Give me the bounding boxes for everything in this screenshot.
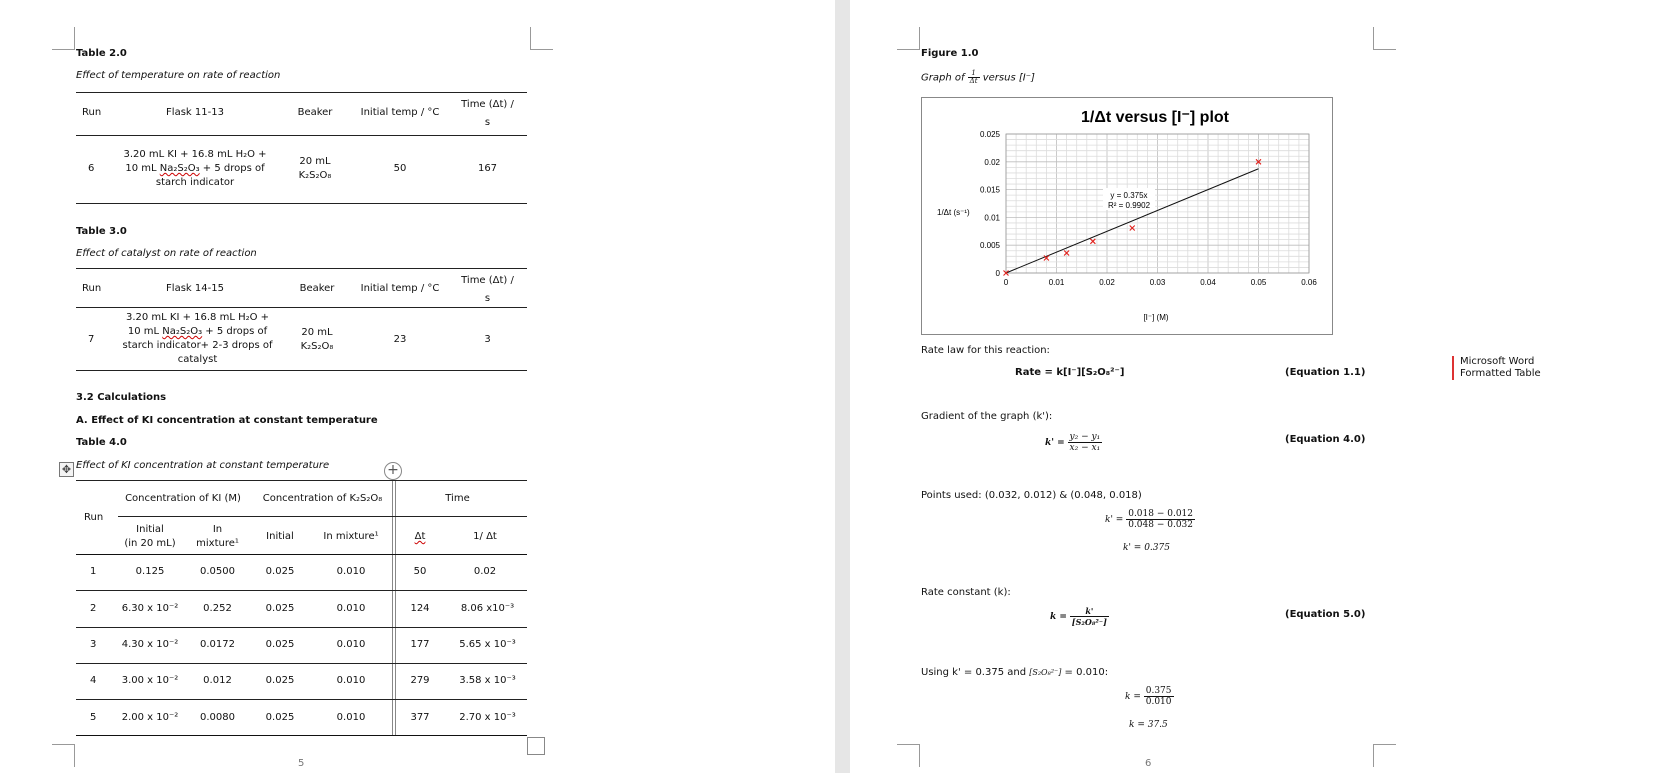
table-cell: 0.0172 (200, 639, 235, 650)
y-tick-label: 0.02 (984, 157, 1000, 167)
table-2-flask-line: 10 mL Na₂S₂O₃ + 5 drops of (125, 163, 265, 174)
table-3-flask-line: starch indicator+ 2-3 drops of (122, 340, 273, 351)
table-3-header-time-unit: s (484, 293, 491, 304)
table-cell: 3 (90, 639, 97, 650)
table-cell: 279 (410, 675, 430, 686)
table-cell: 4.30 x 10⁻² (121, 639, 179, 650)
table-cell: 0.025 (265, 603, 295, 614)
table-2-header-beaker: Beaker (297, 107, 333, 118)
table-cell: 2.70 x 10⁻³ (459, 712, 516, 723)
y-axis-label: 1/Δt (s⁻¹) (937, 208, 970, 217)
add-column-icon[interactable]: + (384, 462, 402, 480)
table-cell: 4 (90, 675, 97, 686)
table-3-header-temp: Initial temp / °C (360, 283, 440, 294)
equation-number: (Equation 4.0) (1285, 434, 1366, 445)
table-cell: 3.58 x 10⁻³ (459, 675, 516, 686)
trendline-equation: y = 0.375x (1110, 191, 1148, 200)
table-3-header-time: Time (Δt) / (461, 275, 514, 286)
table-4-subheader: In (212, 524, 223, 535)
table-cell: 0.0080 (200, 712, 235, 723)
x-tick-label: 0.01 (1048, 278, 1065, 287)
table-cell: 0.02 (473, 566, 497, 577)
table-cell: 377 (410, 712, 430, 723)
table-cell: 177 (410, 639, 430, 650)
table-4-subheader: Initial (266, 531, 294, 542)
table-move-handle-icon[interactable]: ✥ (59, 462, 74, 477)
table-rule (76, 554, 527, 555)
equation-number: (Equation 1.1) (1285, 367, 1366, 378)
table-3-beaker: K₂S₂O₈ (300, 341, 334, 352)
y-tick-label: 0 (995, 269, 1000, 278)
table-rule (76, 307, 527, 308)
gradient-calculation: k' = $\frac{0.018 - 0.012}{0.048 - 0.032}$ (1105, 509, 1194, 530)
table-cell: 5 (90, 712, 97, 723)
table-2-header-run: Run (82, 107, 102, 118)
comment-line: Microsoft Word (1460, 356, 1535, 367)
trendline-r2: R² = 0.9902 (1107, 201, 1151, 210)
table-rule (76, 627, 527, 628)
table-cell: 0.025 (265, 675, 295, 686)
table-4-subheader: mixture¹ (196, 538, 239, 549)
table-2-flask-line: starch indicator (155, 177, 235, 188)
table-2-beaker: 20 mL (299, 156, 331, 167)
table-cell: 0.252 (203, 603, 232, 614)
table-3-flask-line: 10 mL Na₂S₂O₃ + 5 drops of (127, 326, 268, 337)
table-4-subheader: 1/ Δt (473, 531, 497, 542)
table-4-subheader: Δt (414, 531, 426, 542)
table-4-header-ki: Concentration of KI (M) (125, 493, 241, 504)
y-tick-label: 0.005 (979, 241, 1000, 251)
table-rule (76, 663, 527, 664)
table-rule (76, 203, 527, 204)
table-3-temp: 23 (393, 334, 407, 345)
x-axis-label: [I⁻] (M) (1143, 313, 1169, 322)
table-cell: 124 (410, 603, 430, 614)
y-tick-label: 0.015 (979, 185, 1000, 195)
rate-law-equation: Rate = k[I⁻][S₂O₈²⁻] (1015, 367, 1125, 378)
x-tick-label: 0.04 (1200, 278, 1216, 287)
x-tick-label: 0.02 (1099, 278, 1115, 287)
table-cell: 0.010 (336, 675, 366, 686)
rate-law-label: Rate law for this reaction: (921, 345, 1050, 356)
table-resize-handle[interactable] (527, 737, 545, 755)
table-2-header-time-unit: s (484, 117, 491, 128)
table-4-subtitle: Effect of KI concentration at constant temperature (76, 460, 330, 471)
section-heading: 3.2 Calculations (76, 392, 167, 403)
formatting-comment[interactable] (1452, 356, 1541, 380)
table-cell: 0.025 (265, 639, 295, 650)
figure-caption: Figure 1.0 (921, 48, 979, 59)
y-tick-label: 0.01 (984, 213, 1000, 223)
table-cell: 0.010 (336, 603, 366, 614)
gradient-result: k' = 0.375 (1123, 543, 1170, 553)
final-calculation: k = $\frac{0.375}{0.010}$ (1125, 686, 1172, 707)
table-2-flask-line: 3.20 mL KI + 16.8 mL H₂O + (123, 149, 267, 160)
table-3-header-run: Run (82, 283, 102, 294)
table-cell: 0.010 (336, 566, 366, 577)
table-rule (76, 480, 527, 481)
subsection-heading: A. Effect of KI concentration at constant temperature (76, 415, 378, 426)
table-2-beaker: K₂S₂O₈ (298, 170, 332, 181)
table-cell: 2 (90, 603, 97, 614)
column-divider (392, 480, 393, 735)
chart-figure (921, 97, 1333, 335)
table-3-time: 3 (484, 334, 491, 345)
table-2-header-flask: Flask 11-13 (166, 107, 224, 118)
table-2-subtitle: Effect of temperature on rate of reaction (76, 70, 281, 81)
table-cell: 0.010 (336, 639, 366, 650)
table-cell: 2.00 x 10⁻² (121, 712, 179, 723)
table-cell: 50 (413, 566, 427, 577)
table-rule (76, 735, 527, 736)
table-cell: 0.025 (265, 566, 295, 577)
document-page-5 (0, 0, 600, 773)
x-tick-label: 0 (1003, 278, 1009, 287)
table-3-flask-line: catalyst (177, 354, 218, 365)
table-2-header-time: Time (Δt) / (461, 99, 514, 110)
table-rule (76, 370, 527, 371)
table-2-caption: Table 2.0 (76, 48, 127, 59)
x-tick-label: 0.05 (1250, 278, 1267, 287)
table-4-header-run: Run (84, 512, 104, 523)
gradient-formula: k' = $\frac{\text{y₂ − y₁}}{\text{x₂ − x₁}}$ (1045, 432, 1101, 453)
corner-mark (52, 27, 75, 50)
corner-mark (897, 27, 920, 50)
using-values: Using k' = 0.375 and [S₂O₈²⁻] = 0.010: (921, 667, 1109, 678)
table-2-temp: 50 (393, 163, 407, 174)
table-3-subtitle: Effect of catalyst on rate of reaction (76, 248, 257, 259)
table-3-header-flask: Flask 14-15 (166, 283, 224, 294)
table-rule (76, 268, 527, 269)
table-4-subheader: (in 20 mL) (124, 538, 176, 549)
table-cell: 6.30 x 10⁻² (121, 603, 179, 614)
rate-constant-label: Rate constant (k): (921, 587, 1011, 598)
table-cell: 0.0500 (200, 566, 235, 577)
table-3-header-beaker: Beaker (299, 283, 335, 294)
corner-mark (530, 27, 553, 50)
table-cell: 8.06 x10⁻³ (460, 603, 515, 614)
points-used: Points used: (0.032, 0.012) & (0.048, 0.018) (921, 490, 1142, 501)
table-3-caption: Table 3.0 (76, 226, 127, 237)
column-divider (395, 480, 396, 735)
final-result: k = 37.5 (1129, 720, 1168, 730)
table-rule (76, 92, 527, 93)
x-tick-label: 0.06 (1301, 278, 1317, 287)
table-4-header-time: Time (445, 493, 470, 504)
table-3-beaker: 20 mL (301, 327, 333, 338)
table-cell: 3.00 x 10⁻² (121, 675, 179, 686)
table-rule (76, 699, 527, 700)
table-3-flask-line: 3.20 mL KI + 16.8 mL H₂O + (125, 312, 270, 323)
gradient-label: Gradient of the graph (k'): (921, 411, 1053, 422)
corner-mark (52, 744, 75, 767)
table-cell: 0.125 (135, 566, 165, 577)
document-page-6 (850, 0, 1445, 773)
table-cell: 1 (90, 566, 97, 577)
corner-mark (897, 744, 920, 767)
table-2-time: 167 (477, 163, 498, 174)
corner-mark (1373, 744, 1396, 767)
rate-constant-formula: k = $\frac{k'}{\text{[S₂O₈²⁻]}}$ (1050, 606, 1107, 627)
y-tick-label: 0.025 (979, 130, 1000, 139)
x-tick-label: 0.03 (1149, 278, 1166, 287)
table-4-subheader: Initial (136, 524, 164, 535)
table-cell: 0.010 (336, 712, 366, 723)
table-cell: 0.025 (265, 712, 295, 723)
table-4-subheader: In mixture¹ (323, 531, 379, 542)
comment-line: Formatted Table (1460, 368, 1541, 379)
table-cell: 5.65 x 10⁻³ (459, 639, 516, 650)
table-4-caption: Table 4.0 (76, 437, 127, 448)
comment-margin (1445, 0, 1680, 773)
table-cell: 0.012 (203, 675, 232, 686)
chart-title: 1/Δt versus [I⁻] plot (1081, 109, 1229, 126)
corner-mark (1373, 27, 1396, 50)
table-4-header-persulfate: Concentration of K₂S₂O₈ (262, 493, 383, 504)
page-number: 5 (298, 758, 305, 769)
figure-subtitle: Graph of $\frac{1}{\Delta t}$ versus [I⁻] (921, 69, 1035, 85)
equation-number: (Equation 5.0) (1285, 609, 1366, 620)
table-2-run: 6 (88, 163, 95, 174)
table-3-run: 7 (88, 334, 95, 345)
table-rule (76, 135, 527, 136)
table-rule (76, 590, 527, 591)
table-2-header-temp: Initial temp / °C (360, 107, 440, 118)
table-rule (118, 516, 527, 517)
page-number: 6 (1145, 758, 1152, 769)
canvas-blank (600, 0, 835, 773)
